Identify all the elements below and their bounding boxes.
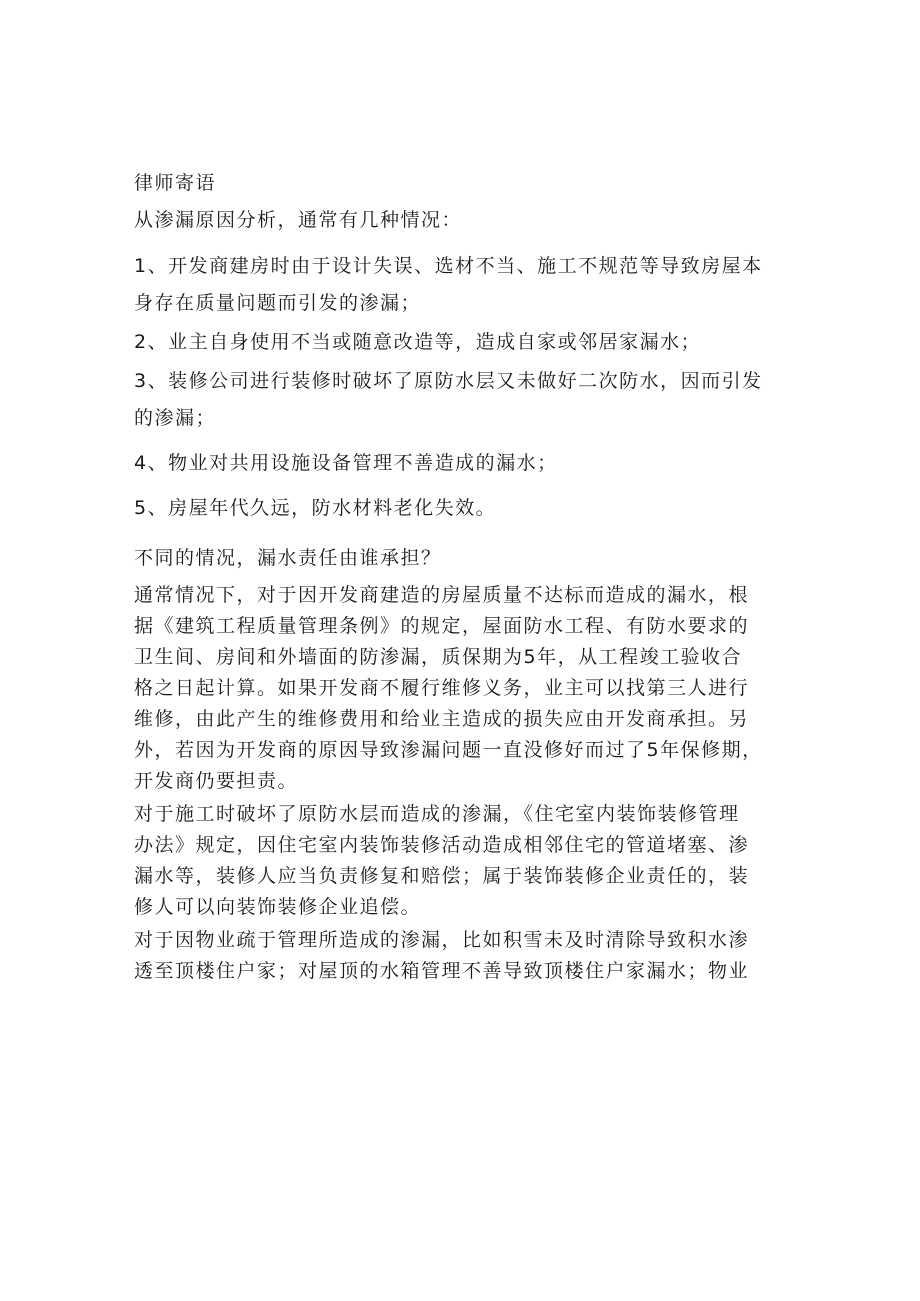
- causes-list: [134, 248, 794, 527]
- paragraph-line: 据《建筑工程质量管理条例》的规定，屋面防水工程、有防水要求的: [134, 615, 750, 637]
- list-item-line: 1、开发商建房时由于设计失误、选材不当、施工不规范等导致房屋本: [134, 255, 763, 277]
- list-item: [134, 445, 794, 482]
- document-body: [134, 168, 794, 987]
- list-item-line: 的渗漏；: [134, 407, 217, 429]
- paragraph: [134, 580, 794, 797]
- paragraph: [134, 799, 794, 923]
- list-item: [134, 248, 794, 322]
- paragraph-line: 通常情况下，对于因开发商建造的房屋质量不达标而造成的漏水，根: [134, 584, 750, 606]
- intro-text: 从渗漏原因分析，通常有几种情况：: [134, 209, 463, 231]
- list-item: [134, 324, 794, 361]
- list-item-line: 5、房屋年代久远，防水材料老化失效。: [134, 497, 497, 519]
- paragraph-line: 漏水等，装修人应当负责修复和赔偿；属于装饰装修企业责任的，装: [134, 865, 750, 887]
- paragraph-line: 对于施工时破坏了原防水层而造成的渗漏，《住宅室内装饰装修管理: [134, 803, 740, 825]
- paragraph-line: 维修，由此产生的维修费用和给业主造成的损失应由开发商承担。另: [134, 708, 750, 730]
- document-heading: 律师寄语: [134, 172, 217, 194]
- list-item: [134, 363, 794, 437]
- question-heading: 不同的情况，漏水责任由谁承担？: [134, 547, 442, 569]
- paragraph-line: 对于因物业疏于管理所造成的渗漏，比如积雪未及时清除导致积水渗: [134, 929, 750, 951]
- paragraph-line: 外，若因为开发商的原因导致渗漏问题一直没修好而过了5年保修期，: [134, 739, 763, 761]
- paragraph-line: 透至顶楼住户家；对屋顶的水箱管理不善导致顶楼住户家漏水；物业: [134, 960, 750, 982]
- paragraph-line: 开发商仍要担责。: [134, 770, 299, 792]
- paragraph-line: 办法》规定，因住宅室内装饰装修活动造成相邻住宅的管道堵塞、渗: [134, 834, 750, 856]
- paragraph-line: 格之日起计算。如果开发商不履行维修义务，业主可以找第三人进行: [134, 677, 750, 699]
- paragraph: [134, 925, 794, 987]
- list-item-line: 3、装修公司进行装修时破坏了原防水层又未做好二次防水，因而引发: [134, 370, 763, 392]
- list-item-line: 4、物业对共用设施设备管理不善造成的漏水；: [134, 452, 558, 474]
- list-item-line: 2、业主自身使用不当或随意改造等，造成自家或邻居家漏水；: [134, 331, 702, 353]
- list-item-line: 身存在质量问题而引发的渗漏；: [134, 292, 422, 314]
- paragraph-line: 修人可以向装饰装修企业追偿。: [134, 896, 422, 918]
- list-item: [134, 490, 794, 527]
- paragraph-line: 卫生间、房间和外墙面的防渗漏，质保期为5年，从工程竣工验收合: [134, 646, 743, 668]
